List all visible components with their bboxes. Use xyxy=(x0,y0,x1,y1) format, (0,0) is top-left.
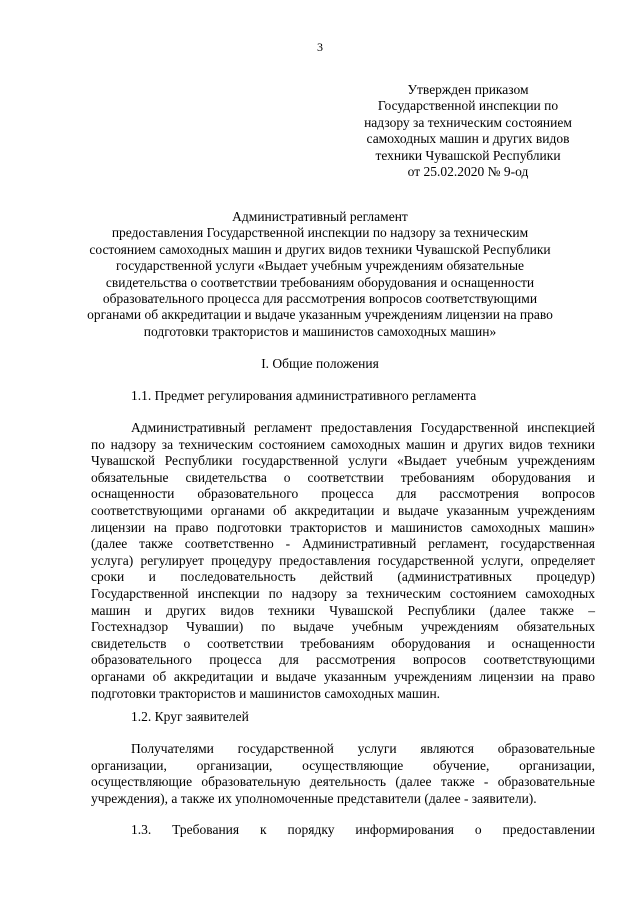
paragraph-line: Гостехнадзор Чувашии) по выдаче учебным учреждениям обязательных xyxy=(91,619,595,635)
paragraph-line: Государственной инспекции по надзору за техническим состоянием самоходных xyxy=(91,585,595,601)
paragraph-1-3 xyxy=(91,822,595,839)
paragraph-line: услуга) регулирует процедуру предоставления государственной услуги, определяет xyxy=(91,552,595,568)
paragraph-line: по надзору за техническим состоянием самоходных машин и других видов техники xyxy=(91,436,595,452)
document-title xyxy=(50,209,590,340)
title-line: состоянием самоходных машин и других видов техники Чувашской Республики xyxy=(89,241,551,257)
title-line: Административный регламент xyxy=(232,209,408,224)
approval-stamp xyxy=(343,82,593,180)
paragraph-1-2 xyxy=(91,741,595,807)
paragraph-1-1 xyxy=(91,420,595,702)
paragraph-line: лицензии на право подготовки трактористов и машинистов самоходных машин» xyxy=(91,519,595,535)
approval-line: Государственной инспекции по xyxy=(377,98,559,114)
approval-line: самоходных машин и других видов xyxy=(366,131,570,147)
approval-line: техники Чувашской Республики xyxy=(375,147,561,163)
page-number: 3 xyxy=(317,40,323,54)
paragraph-line: Административный регламент предоставления Государственной инспекцией xyxy=(131,420,595,435)
approval-line: Утвержден приказом xyxy=(407,82,529,97)
approval-line: надзору за техническим состоянием xyxy=(364,114,572,130)
paragraph-line: оснащенности образовательного процесса для рассмотрения вопросов xyxy=(91,486,595,502)
approval-line: от 25.02.2020 № 9-од xyxy=(407,164,529,180)
title-line: государственной услуги «Выдает учебным учреждениям обязательные xyxy=(115,258,525,274)
paragraph-line: учреждения), а также их уполномоченные представители (далее - заявители). xyxy=(91,790,537,806)
paragraph-line: подготовки трактористов и машинистов самоходных машин. xyxy=(91,685,441,701)
title-line: образовательного процесса для рассмотрения вопросов соответствующими xyxy=(102,291,538,307)
title-line: предоставления Государственной инспекции по надзору за техническим xyxy=(111,225,529,241)
paragraph-line: сроки и последовательность действий (административных процедур) xyxy=(91,569,595,585)
paragraph-line: 1.3. Требования к порядку информирования о предоставлении xyxy=(131,822,595,837)
subsection-heading-1-2: 1.2. Круг заявителей xyxy=(131,709,249,724)
title-line: органами об аккредитации и выдаче указанным учреждениям лицензии на право xyxy=(87,307,553,323)
paragraph-line: машин и других видов техники Чувашской Республики (далее также – xyxy=(91,602,595,618)
subsection-heading-1-1: 1.1. Предмет регулирования административного регламента xyxy=(131,388,477,403)
paragraph-line: осуществляющие образовательную деятельность (далее также - образовательные xyxy=(91,774,595,790)
paragraph-line: соответствующими органами об аккредитации и выдаче указанным учреждениям xyxy=(91,502,595,518)
paragraph-line: образовательного процесса для рассмотрения вопросов соответствующими xyxy=(91,652,595,668)
paragraph-line: (далее также соответственно - Административный регламент, государственная xyxy=(91,536,595,552)
section-heading: I. Общие положения xyxy=(261,356,379,371)
title-line: подготовки трактористов и машинистов самоходных машин» xyxy=(143,323,497,339)
paragraph-line: Получателями государственной услуги являются образовательные xyxy=(131,741,595,756)
paragraph-line: Чувашской Республики государственной услуги «Выдает учебным учреждениям xyxy=(91,453,595,469)
paragraph-line: обязательные свидетельства о соответствии требованиям оборудования и xyxy=(91,469,595,485)
title-line: свидетельства о соответствии требованиям оборудования и оснащенности xyxy=(105,274,535,290)
paragraph-line: органами об аккредитации и выдаче указанным учреждениям лицензии на право xyxy=(91,668,595,684)
paragraph-line: свидетельств о соответствии требованиям оборудования и оснащенности xyxy=(91,635,595,651)
paragraph-line: организации, организации, осуществляющие обучение, организации, xyxy=(91,757,595,773)
